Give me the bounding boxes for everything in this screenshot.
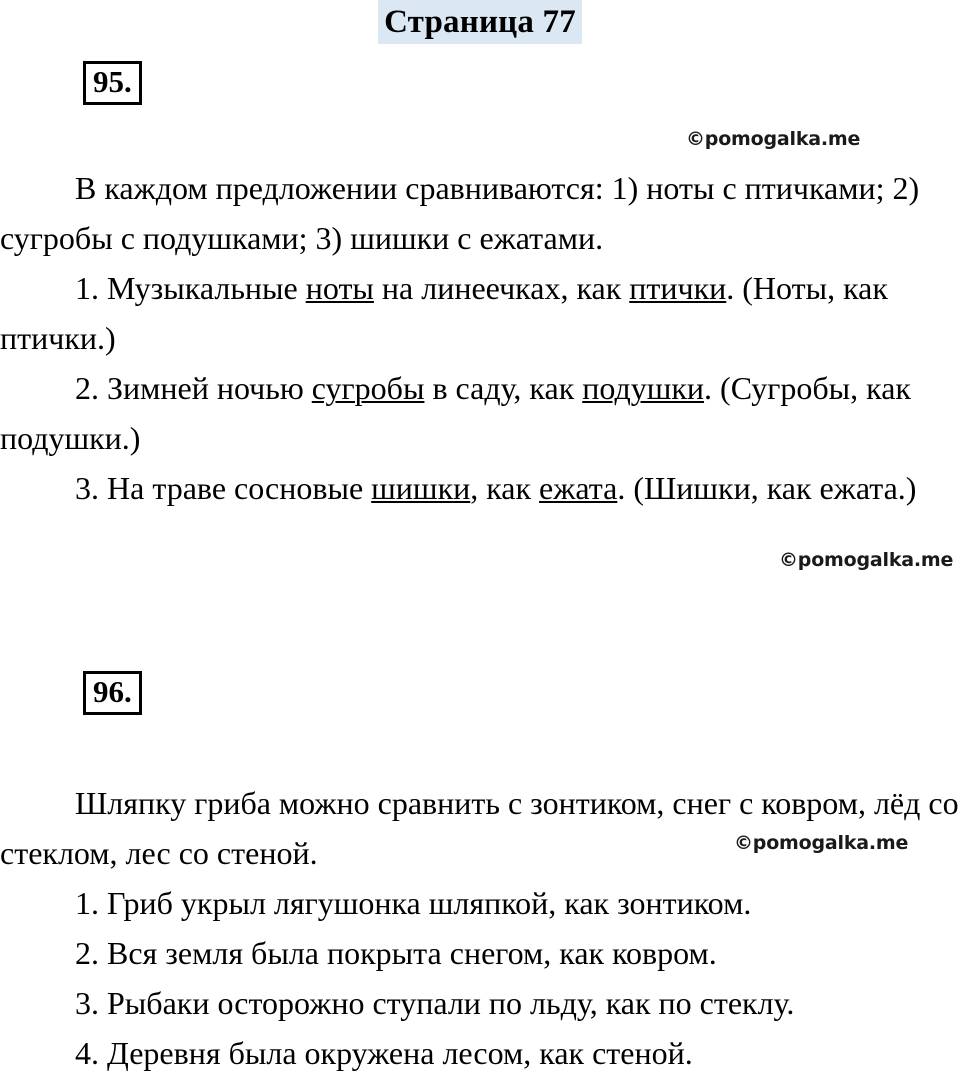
sentence-part: Музыкальные xyxy=(107,270,306,306)
sentence-number: 2. xyxy=(75,370,107,406)
exercise-96-sentence-2 xyxy=(0,928,960,978)
page-title: Страница 77 xyxy=(378,0,582,44)
exercise-96-sentence-3 xyxy=(0,978,960,1028)
underlined-word-sugroby: сугробы xyxy=(311,370,425,406)
sentence-number: 3. xyxy=(75,470,107,506)
sentence-part: Зимней ночью xyxy=(107,370,312,406)
sentence-part: . (Сугробы, как подушки.) xyxy=(0,370,911,456)
sentence-text: 1. Гриб укрыл лягушонка шляпкой, как зонтиком. xyxy=(75,885,752,921)
sentence-part: , как xyxy=(470,470,540,506)
sentence-text: 2. Вся земля была покрыта снегом, как ковром. xyxy=(75,935,717,971)
exercise-96-sentence-4 xyxy=(0,1028,960,1078)
exercise-number-95: 95. xyxy=(83,61,142,105)
exercise-96-body xyxy=(0,778,960,1078)
underlined-word-shishki: шишки xyxy=(371,470,471,506)
exercise-96-sentence-1 xyxy=(0,878,960,928)
underlined-word-noty: ноты xyxy=(305,270,374,306)
exercise-95-body xyxy=(0,163,960,513)
sentence-number: 1. xyxy=(75,270,107,306)
sentence-part: На траве сосновые xyxy=(107,470,372,506)
exercise-95-sentence-2 xyxy=(0,363,960,463)
page-title-container xyxy=(0,0,960,44)
watermark-pomogalka-1: ©pomogalka.me xyxy=(686,128,861,150)
exercise-96-intro xyxy=(0,778,960,878)
sentence-part: в саду, как xyxy=(424,370,583,406)
sentence-part: . (Шишки, как ежата.) xyxy=(617,470,917,506)
exercise-number-96: 96. xyxy=(83,671,142,715)
sentence-part: . (Ноты, как птички.) xyxy=(0,270,888,356)
underlined-word-ezhata: ежата xyxy=(539,470,618,506)
underlined-word-ptichki: птички xyxy=(629,270,727,306)
exercise-96-intro-text: Шляпку гриба можно сравнить с зонтиком, снег с ковром, лёд со стеклом, лес со стеной. xyxy=(0,785,959,871)
exercise-95-sentence-1 xyxy=(0,263,960,363)
exercise-95-sentence-3 xyxy=(0,463,960,513)
underlined-word-podushki: подушки xyxy=(582,370,705,406)
exercise-95-intro xyxy=(0,163,960,263)
sentence-part: на линеечках, как xyxy=(373,270,630,306)
exercise-95-intro-text: В каждом предложении сравниваются: 1) ноты с птичками; 2) сугробы с подушками; 3) шишки с ежатами. xyxy=(0,170,920,256)
watermark-pomogalka-3: ©pomogalka.me xyxy=(734,832,909,854)
sentence-text: 4. Деревня была окружена лесом, как стеной. xyxy=(75,1035,693,1071)
watermark-pomogalka-2: ©pomogalka.me xyxy=(779,549,954,571)
sentence-text: 3. Рыбаки осторожно ступали по льду, как по стеклу. xyxy=(75,985,795,1021)
